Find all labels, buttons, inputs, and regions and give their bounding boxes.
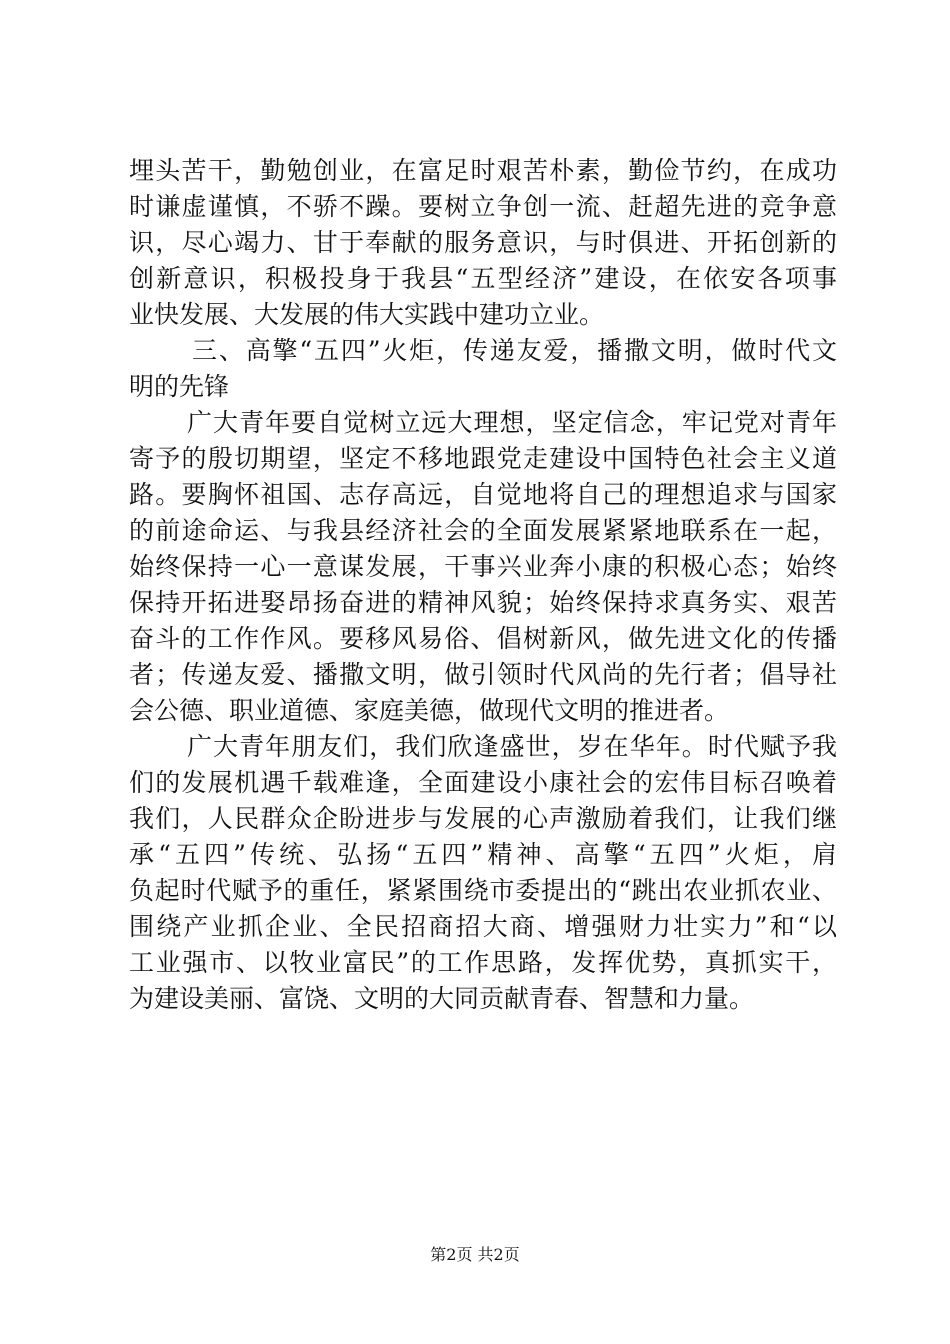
text-line: 时谦虚谨慎，不骄不躁。要树立争创一流、赶超先进的竞争意	[129, 192, 837, 221]
text-line: 广大青年朋友们，我们欣逢盛世，岁在华年。时代赋予我	[187, 732, 837, 761]
text-line: 识，尽心竭力、甘于奉献的服务意识，与时俱进、开拓创新的	[129, 228, 837, 257]
text-line: 始终保持一心一意谋发展，干事兴业奔小康的积极心态；始终	[129, 552, 837, 581]
text-line: 业快发展、大发展的伟大实践中建功立业。	[129, 300, 605, 329]
document-body	[129, 153, 837, 1017]
section-heading-line: 三、高擎“五四”火炬，传递友爱，播撒文明，做时代文	[192, 336, 837, 365]
text-line: 的前途命运、与我县经济社会的全面发展紧紧地联系在一起，	[129, 516, 837, 545]
text-line: 保持开拓进娶昂扬奋进的精神风貌；始终保持求真务实、艰苦	[129, 588, 837, 617]
text-line: 埋头苦干，勤勉创业，在富足时艰苦朴素，勤俭节约，在成功	[129, 156, 837, 185]
text-line: 负起时代赋予的重任，紧紧围绕市委提出的“跳出农业抓农业、	[129, 876, 837, 905]
text-line: 们的发展机遇千载难逢，全面建设小康社会的宏伟目标召唤着	[129, 768, 837, 797]
text-line: 寄予的殷切期望，坚定不移地跟党走建设中国特色社会主义道	[129, 444, 837, 473]
text-line: 广大青年要自觉树立远大理想，坚定信念，牢记党对青年	[187, 408, 837, 437]
text-line: 围绕产业抓企业、全民招商招大商、增强财力壮实力”和“以	[129, 912, 837, 941]
text-line: 工业强市、以牧业富民”的工作思路，发挥优势，真抓实干，	[129, 948, 837, 977]
text-line: 创新意识，积极投身于我县“五型经济”建设，在依安各项事	[129, 264, 837, 293]
text-line: 者；传递友爱、播撒文明，做引领时代风尚的先行者；倡导社	[129, 660, 837, 689]
text-line: 奋斗的工作作风。要移风易俗、倡树新风，做先进文化的传播	[129, 624, 837, 653]
text-line: 承“五四”传统、弘扬“五四”精神、高擎“五四”火炬，肩	[129, 840, 837, 869]
text-line: 路。要胸怀祖国、志存高远，自觉地将自己的理想追求与国家	[129, 480, 837, 509]
page-number-footer: 第2页 共2页	[430, 1245, 520, 1264]
text-line: 我们，人民群众企盼进步与发展的心声激励着我们，让我们继	[129, 804, 837, 833]
text-line: 为建设美丽、富饶、文明的大同贡献青春、智慧和力量。	[129, 984, 755, 1013]
section-heading-line: 明的先锋	[129, 372, 230, 401]
text-line: 会公德、职业道德、家庭美德，做现代文明的推进者。	[129, 696, 730, 725]
